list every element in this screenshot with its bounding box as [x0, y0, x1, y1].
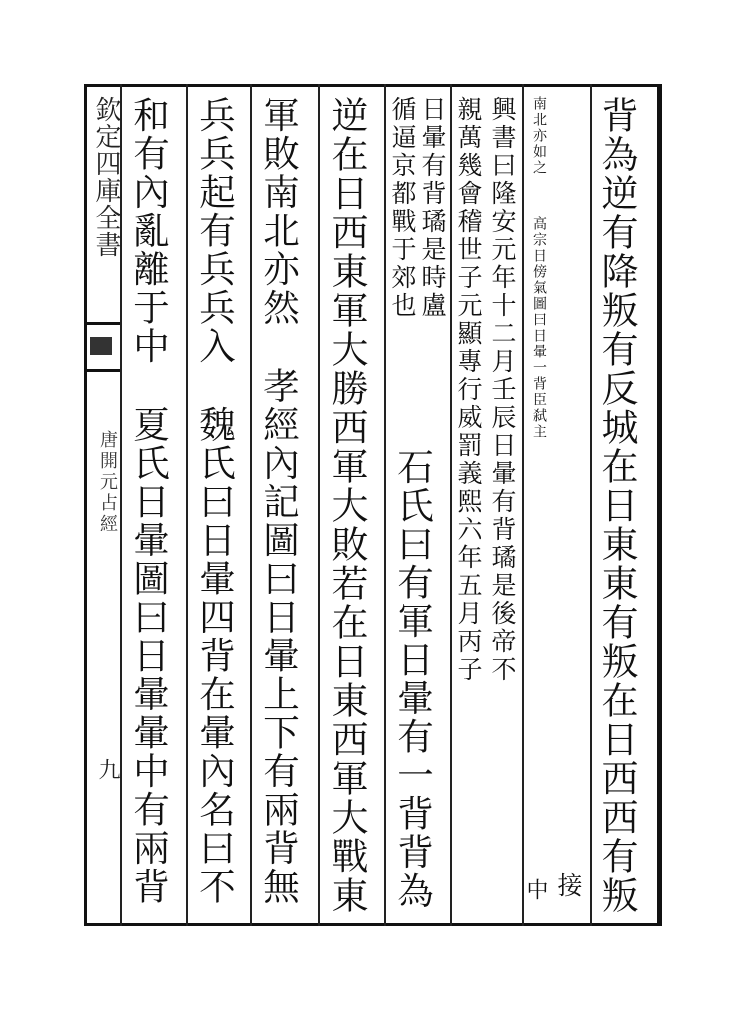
note-mark — [524, 878, 546, 903]
column-text: 高宗日傍氣圖曰日暈一背臣弑主 — [531, 216, 547, 440]
column-text: 魏氏曰日暈四背在暈內名曰不 — [193, 405, 237, 906]
text-column-4 — [391, 448, 435, 910]
column-rule — [384, 84, 386, 926]
column-rule — [590, 84, 592, 926]
column-text: 夏氏日暈圖曰日暈暈中有兩背 — [127, 405, 171, 906]
column-text: 軍敗南北亦然 — [257, 96, 301, 327]
page-number: 九 — [95, 758, 120, 780]
column-text: 和有內亂離于中 — [127, 96, 171, 366]
book-title: 欽定四庫全書 — [91, 96, 121, 258]
annotation-line-b — [390, 96, 415, 320]
annotation-text: 興書曰隆安元年十二月壬辰日暈有背璚是後帝不 — [488, 96, 517, 684]
text-column-8 — [127, 96, 171, 906]
text-column-6 — [257, 96, 301, 906]
column-text: 南北亦如之 — [531, 96, 547, 176]
note-text: 中 — [523, 878, 548, 903]
column-text: 逆在日西東軍大勝西軍大敗若在日東西軍大戰東 — [325, 96, 368, 915]
column-text: 背為逆有降叛有反城在日東東有叛在日西西有叛 — [595, 96, 638, 915]
column-rule — [450, 84, 452, 926]
note-text: 接 — [554, 872, 583, 900]
column-text: 孝經內記圖曰日暈上下有兩背無 — [257, 367, 301, 906]
column-rule — [186, 84, 188, 926]
note-mark — [556, 872, 581, 900]
column-rule — [522, 84, 524, 926]
column-text: 石氏曰有軍日暈有一背背為 — [391, 448, 435, 910]
text-column-7 — [193, 96, 237, 906]
annotation-text: 日暈有背璚是時盧 — [418, 96, 447, 320]
column-text: 兵兵起有兵兵入 — [193, 96, 237, 366]
annotation-line-a — [420, 96, 445, 320]
annotation-line-b — [456, 96, 481, 684]
annotation-text: 親萬幾會稽世子元顯專行威罰義熙六年五月丙子 — [454, 96, 483, 684]
column-rule — [318, 84, 320, 926]
text-column-5 — [325, 96, 368, 915]
annotation-line-a — [490, 96, 515, 684]
annotation-text: 循逼京都戰于郊也 — [388, 96, 417, 320]
column-rule — [250, 84, 252, 926]
page-border — [84, 84, 662, 926]
text-column-2 — [532, 96, 546, 916]
section-title: 唐開元占經 — [97, 430, 118, 535]
text-column-1 — [595, 96, 638, 915]
fish-tail-mark — [84, 322, 120, 372]
